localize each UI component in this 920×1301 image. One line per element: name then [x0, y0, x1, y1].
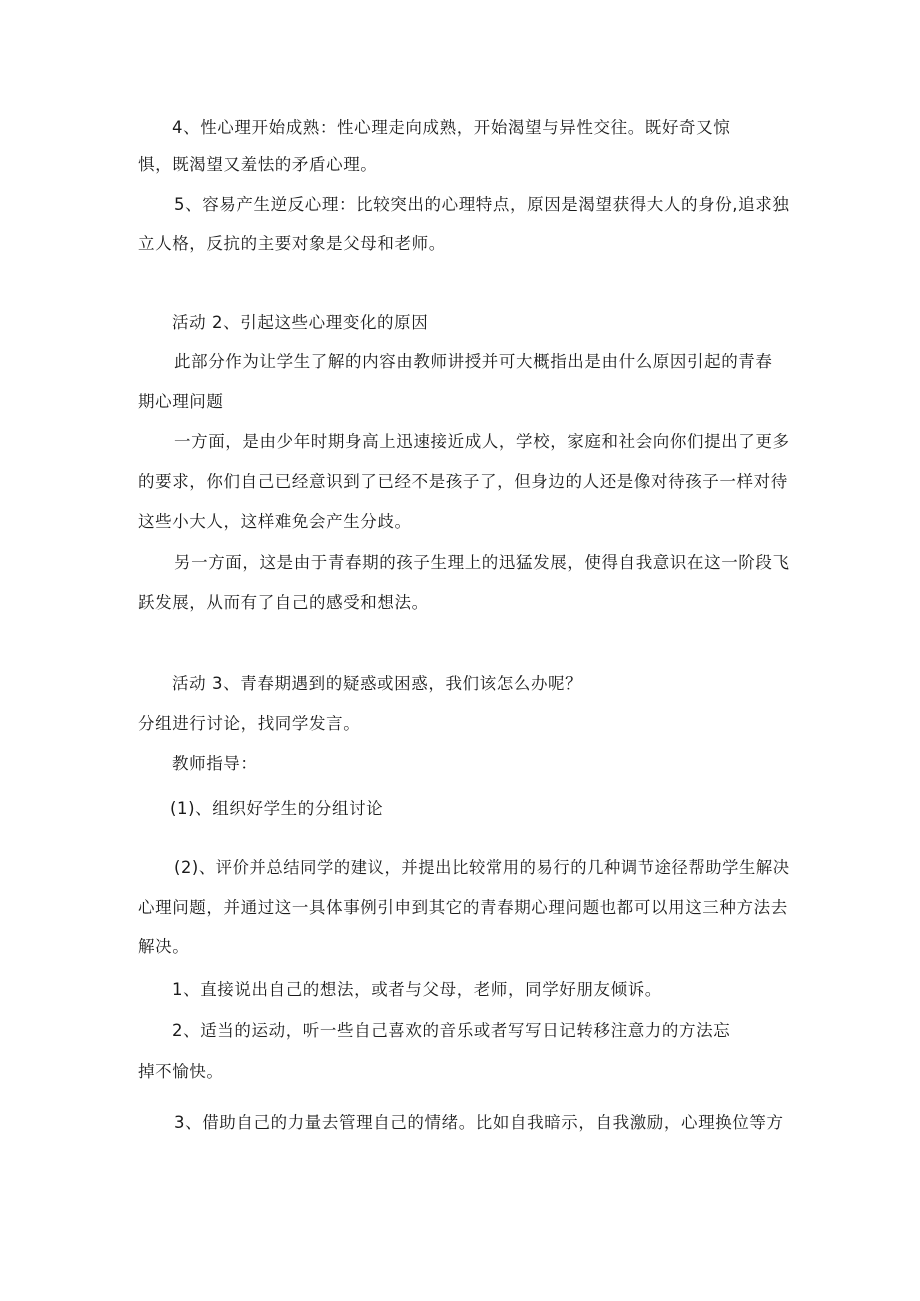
section-heading: 活动 2、引起这些心理变化的原因: [172, 313, 429, 332]
text-line: 另一方面，这是由于青春期的孩子生理上的迅猛发展，使得自我意识在这一阶段飞: [174, 553, 790, 572]
list-item: 1、直接说出自己的想法，或者与父母，老师，同学好朋友倾诉。: [172, 980, 662, 999]
list-item: 2、适当的运动，听一些自己喜欢的音乐或者写写日记转移注意力的方法忘: [172, 1021, 731, 1040]
text-line: 5、容易产生逆反心理：比较突出的心理特点，原因是渴望获得大人的身份,追求独: [174, 195, 790, 214]
text-line: 跃发展，从而有了自己的感受和想法。: [138, 593, 429, 612]
list-item: (1)、组织好学生的分组讨论: [170, 799, 384, 818]
text-line: 此部分作为让学生了解的内容由教师讲授并可大概指出是由什么原因引起的青春: [174, 352, 773, 371]
text-line: 4、性心理开始成熟：性心理走向成熟，开始渴望与异性交往。既好奇又惊: [172, 118, 731, 137]
text-line: 惧，既渴望又羞怯的矛盾心理。: [138, 155, 378, 174]
text-line: 心理问题，并通过这一具体事例引申到其它的青春期心理问题也都可以用这三种方法去: [138, 898, 788, 917]
text-line: 一方面，是由少年时期身高上迅速接近成人，学校，家庭和社会向你们提出了更多: [174, 432, 790, 451]
list-item: (2)、评价并总结同学的建议，并提出比较常用的易行的几种调节途径帮助学生解决: [174, 858, 790, 877]
text-line: 立人格，反抗的主要对象是父母和老师。: [138, 234, 446, 253]
text-line: 的要求，你们自己已经意识到了已经不是孩子了，但身边的人还是像对待孩子一样对待: [138, 472, 788, 491]
text-line: 期心理问题: [138, 392, 224, 411]
section-heading: 活动 3、青春期遇到的疑惑或困惑，我们该怎么办呢？: [172, 674, 583, 693]
text-line: 掉不愉快。: [138, 1062, 224, 1081]
text-line: 教师指导：: [172, 754, 258, 773]
list-item: 3、借助自己的力量去管理自己的情绪。比如自我暗示，自我激励，心理换位等方: [174, 1113, 784, 1132]
text-line: 分组进行讨论，找同学发言。: [138, 714, 361, 733]
text-line: 解决。: [138, 937, 190, 956]
text-line: 这些小大人，这样难免会产生分歧。: [138, 512, 412, 531]
